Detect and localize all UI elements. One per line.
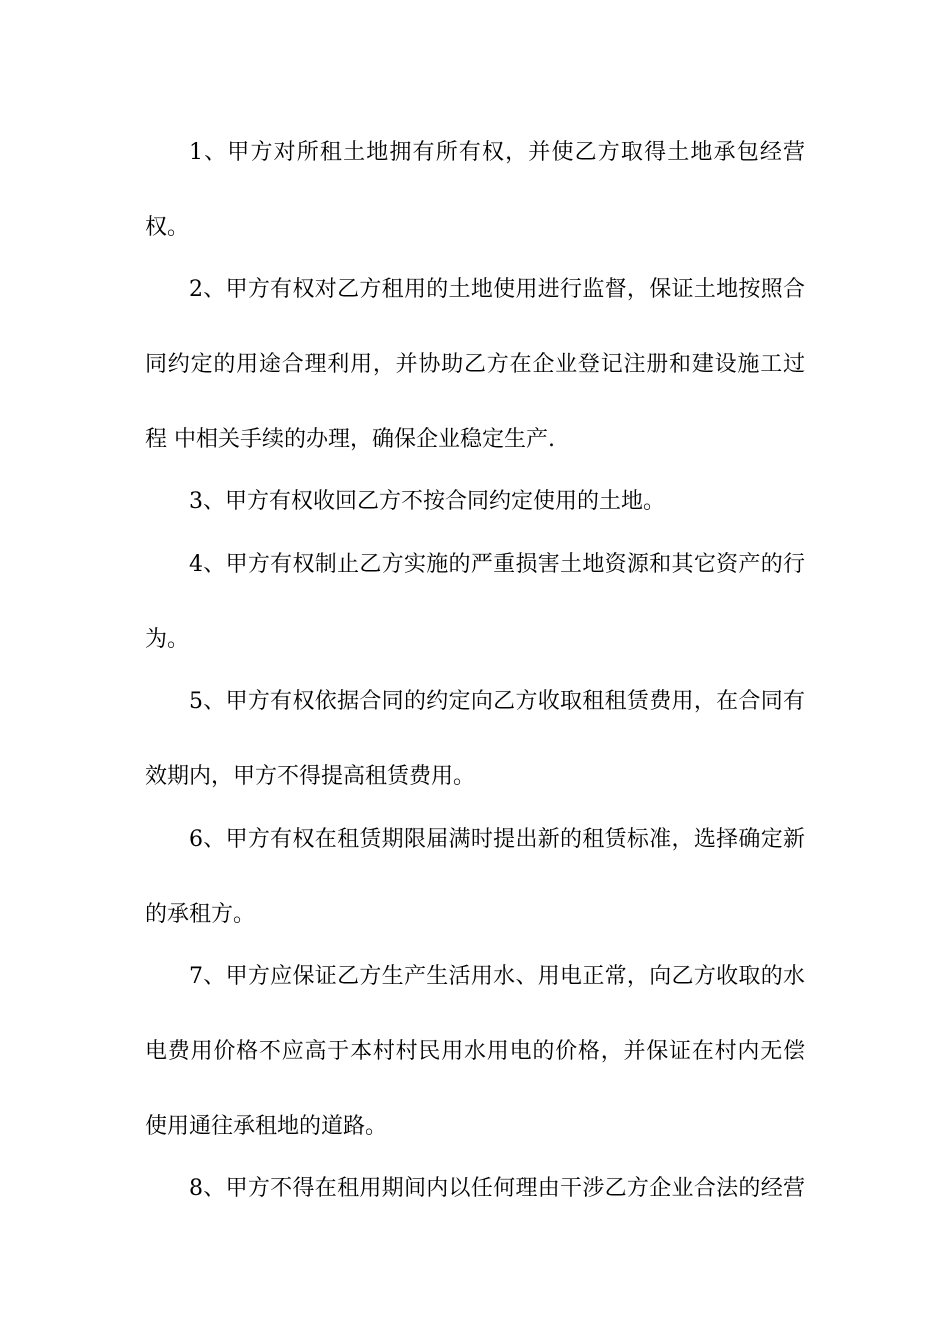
clause-4-line-2: 为。 (145, 627, 190, 652)
clause-5-line-1: 5、甲方有权依据合同的约定向乙方收取租租赁费用，在合同有 (189, 689, 805, 714)
clause-7-line-2: 电费用价格不应高于本村村民用水用电的价格，并保证在村内无偿 (145, 1039, 805, 1064)
clause-8-line-1: 8、甲方不得在租用期间内以任何理由干涉乙方企业合法的经营 (189, 1176, 805, 1201)
clause-2-line-2: 同约定的用途合理利用，并协助乙方在企业登记注册和建设施工过 (145, 352, 805, 377)
clause-5-line-2: 效期内，甲方不得提高租赁费用。 (145, 764, 476, 789)
clause-1-line-1: 1、甲方对所租土地拥有所有权，并使乙方取得土地承包经营 (189, 140, 805, 165)
clause-3-line-1: 3、甲方有权收回乙方不按合同约定使用的土地。 (189, 489, 665, 514)
clause-2-line-3: 程 中相关手续的办理，确保企业稳定生产. (145, 427, 555, 452)
clause-4-line-1: 4、甲方有权制止乙方实施的严重损害土地资源和其它资产的行 (189, 552, 805, 577)
clause-6-line-1: 6、甲方有权在租赁期限届满时提出新的租赁标准，选择确定新 (189, 827, 805, 852)
clause-2-line-1: 2、甲方有权对乙方租用的土地使用进行监督，保证土地按照合 (189, 277, 805, 302)
clause-1-line-2: 权。 (145, 215, 190, 240)
clause-7-line-1: 7、甲方应保证乙方生产生活用水、用电正常，向乙方收取的水 (189, 964, 805, 989)
clause-6-line-2: 的承租方。 (145, 902, 256, 927)
clause-7-line-3: 使用通往承租地的道路。 (145, 1114, 388, 1139)
